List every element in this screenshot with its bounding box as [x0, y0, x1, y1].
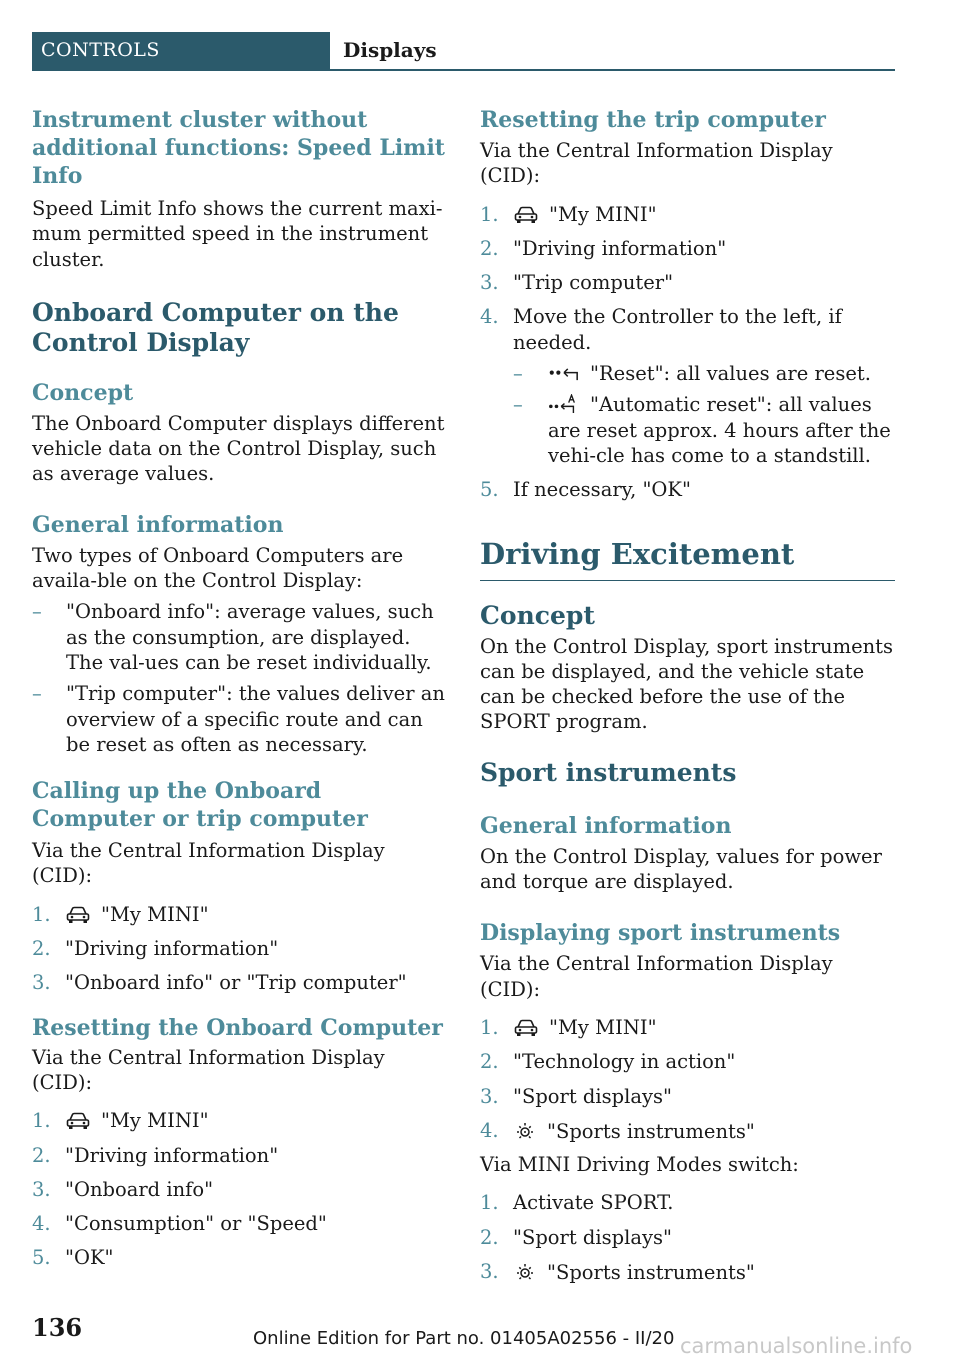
heading-driving-excitement: Driving Excitement [480, 536, 895, 581]
chapter-title: Displays [343, 38, 437, 62]
list-item: 5. "OK" [32, 1246, 114, 1270]
heading-sport-instruments: Sport instruments [480, 757, 737, 787]
page-number: 136 [32, 1313, 83, 1342]
list-item: 2. "Driving information" [32, 1143, 279, 1167]
text-driving-modes: Via MINI Driving Modes switch: [480, 1153, 799, 1177]
list-item: 1. "My MINI" [32, 902, 209, 926]
heading-resetting-trip: Resetting the trip computer [480, 107, 826, 133]
list-item: 2. "Driving information" [32, 937, 279, 961]
onboard-types-list [32, 599, 447, 757]
text-concept: The Onboard Computer displays different vehicle data on the Control Display, such as average values. [32, 411, 445, 486]
sport-instruments-icon [513, 1118, 537, 1142]
automatic-reset-icon [548, 394, 580, 415]
sport-instruments-icon [513, 1259, 537, 1283]
text-speed-limit-info: Speed Limit Info shows the current maxi-mum permitted speed in the instrument cluster. [32, 197, 443, 271]
heading-general-information: General information [32, 511, 284, 538]
car-icon [65, 1111, 91, 1131]
heading-onboard-computer: Onboard Computer on the Control Display [32, 297, 399, 357]
heading-resetting-onboard: Resetting the Onboard Computer [32, 1014, 443, 1041]
heading-concept: Concept [32, 379, 134, 406]
driving-modes-steps [480, 1190, 895, 1285]
heading-displaying-sport: Displaying sport instruments [480, 920, 841, 947]
list-item: 1. "My MINI" [480, 1015, 657, 1039]
list-item: 1. "My MINI" [480, 202, 657, 226]
list-item: 2. "Driving information" [480, 236, 727, 260]
heading-speed-limit-info: Instrument cluster without additional functions: Speed Limit Info [32, 107, 445, 189]
car-icon [513, 1018, 539, 1038]
list-item: 1. "My MINI" [32, 1109, 209, 1133]
resetting-onboard-steps [32, 1108, 447, 1270]
left-column [32, 106, 447, 1280]
list-item: 4. "Consumption" or "Speed" [32, 1212, 327, 1236]
list-item: – "Automatic reset": all values are reset approx. 4 hours after the vehi-cle has come to a standstill. [513, 393, 891, 467]
heading-calling-up: Calling up the Onboard Computer or trip computer [32, 778, 368, 833]
list-item: – "Onboard info": average values, such as the consumption, are displayed. The val-ues can be reset individually. [32, 600, 434, 674]
list-item: 3. "Onboard info" [32, 1177, 214, 1201]
text-general-information-right: On the Control Display, values for power and torque are displayed. [480, 844, 882, 894]
list-item: 4. "Sports instruments" [480, 1118, 755, 1143]
text-calling-up: Via the Central Information Display (CID): [32, 839, 385, 888]
displaying-sport-steps [480, 1015, 895, 1144]
list-item: 3. "Trip computer" [480, 271, 674, 295]
heading-concept-right: Concept [480, 600, 595, 630]
list-item: 5. If necessary, "OK" [480, 478, 691, 502]
list-item: 4. Move the Controller to the left, if needed. – "Reset": all values are reset. – "Automatic reset": all values are reset approx. 4 hours after the vehi-cle has come to a standstill. [480, 304, 895, 468]
text-concept-right: On the Control Display, sport instruments can be displayed, and the vehicle state can be checked before the use of the SPORT program. [480, 634, 894, 734]
list-item: 3. "Sports instruments" [480, 1260, 755, 1285]
resetting-trip-steps [480, 202, 895, 503]
text-resetting-trip: Via the Central Information Display (CID): [480, 139, 833, 188]
list-item: – "Reset": all values are reset. [513, 362, 871, 386]
right-column [480, 106, 895, 1294]
calling-up-steps [32, 902, 447, 996]
section-label: CONTROLS [32, 32, 330, 69]
car-icon [513, 205, 539, 225]
heading-general-information-right: General information [480, 812, 732, 839]
list-item: 3. "Onboard info" or "Trip computer" [32, 971, 407, 995]
watermark: carmanualsonline.info [680, 1334, 913, 1358]
list-item: 2. "Sport displays" [480, 1225, 672, 1249]
list-item: 2. "Technology in action" [480, 1050, 736, 1074]
text-displaying-sport: Via the Central Information Display (CID): [480, 952, 833, 1001]
list-item: 1. Activate SPORT. [480, 1191, 674, 1215]
text-general-information: Two types of Onboard Computers are availa-ble on the Control Display: [32, 543, 404, 593]
list-item: 3. "Sport displays" [480, 1084, 672, 1108]
edition-note: Online Edition for Part no. 01405A02556 - II/20 [253, 1328, 675, 1349]
reset-icon [548, 365, 580, 384]
page-header [32, 32, 895, 71]
reset-options-list [513, 361, 895, 468]
text-resetting-onboard: Via the Central Information Display (CID): [32, 1045, 385, 1094]
car-icon [65, 905, 91, 925]
list-item: – "Trip computer": the values deliver an overview of a specific route and can be reset as often as necessary. [32, 682, 445, 756]
